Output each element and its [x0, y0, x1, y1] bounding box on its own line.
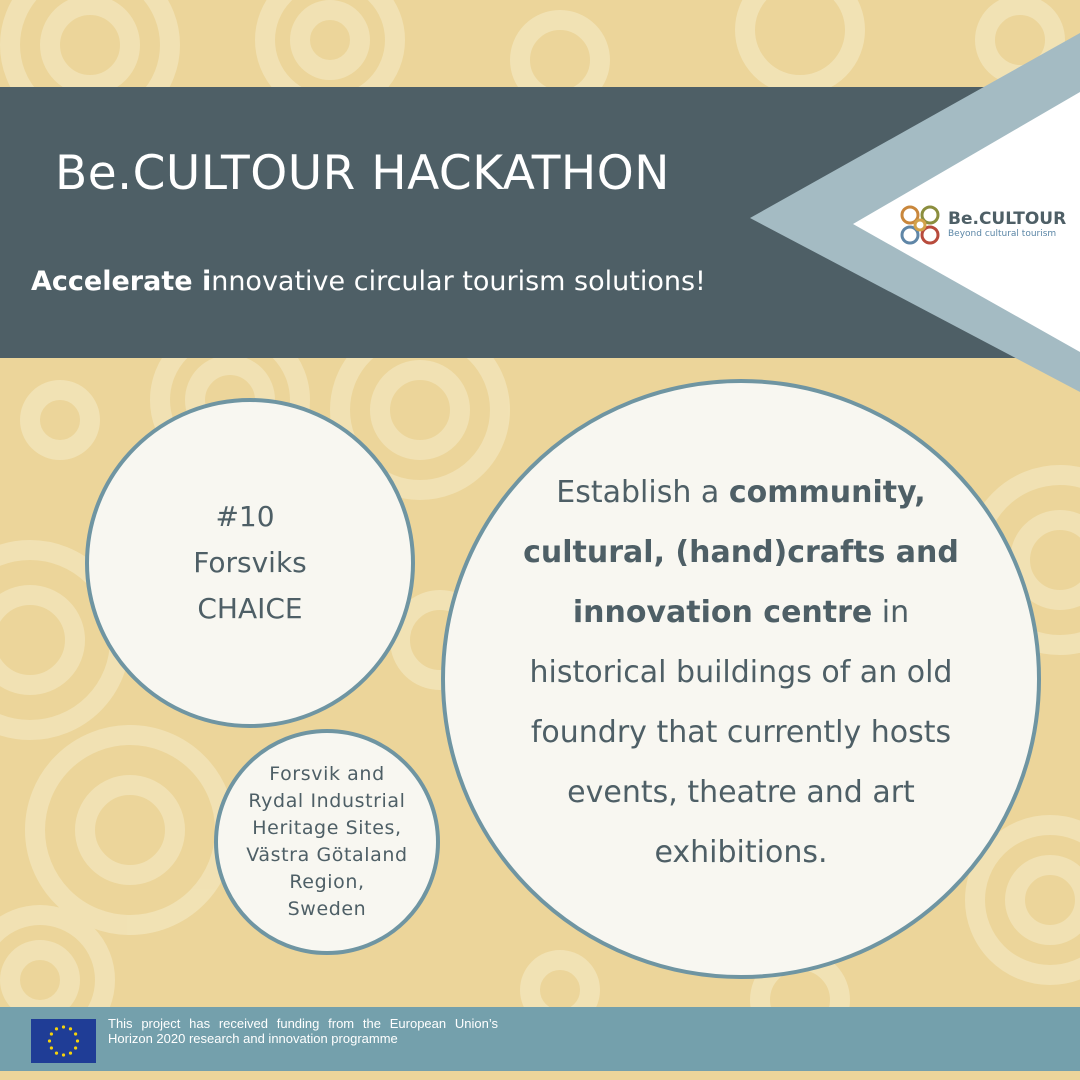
- becultour-logo-icon: [898, 203, 942, 247]
- project-title-circle: [85, 398, 415, 728]
- location-line: Region,: [289, 871, 365, 893]
- logo-name: Be.CULTOUR: [948, 209, 1067, 229]
- description-rest: in historical buildings of an old foundry that currently hosts events, theatre and art exhibitions.: [529, 595, 953, 870]
- location-line: Västra Götaland: [246, 844, 408, 866]
- location-line: Forsvik and: [269, 763, 385, 785]
- location-text: [236, 761, 417, 923]
- page-title: Be.CULTOUR HACKATHON: [55, 146, 670, 201]
- description-circle: [441, 379, 1041, 979]
- location-line: Heritage Sites,: [252, 817, 402, 839]
- location-circle: [214, 729, 440, 955]
- logo-tagline: Beyond cultural tourism: [948, 229, 1057, 239]
- description-intro: Establish a: [556, 475, 729, 510]
- project-description: [506, 463, 976, 883]
- project-name-line1: Forsviks: [193, 546, 307, 579]
- subtitle-rest: nnovative circular tourism solutions!: [211, 266, 706, 297]
- becultour-logo: [898, 200, 1068, 250]
- location-line: Sweden: [287, 898, 367, 920]
- funding-notice: This project has received funding from the European Union’s Horizon 2020 research and innovation programme: [108, 1016, 498, 1046]
- subtitle-bold: Accelerate i: [31, 266, 212, 297]
- eu-flag-icon: [31, 1019, 96, 1063]
- project-name-line2: CHAICE: [197, 592, 303, 625]
- location-line: Rydal Industrial: [248, 790, 406, 812]
- description-highlight: community, cultural, (hand)crafts and innovation centre: [523, 475, 959, 630]
- project-number: #10: [215, 500, 275, 533]
